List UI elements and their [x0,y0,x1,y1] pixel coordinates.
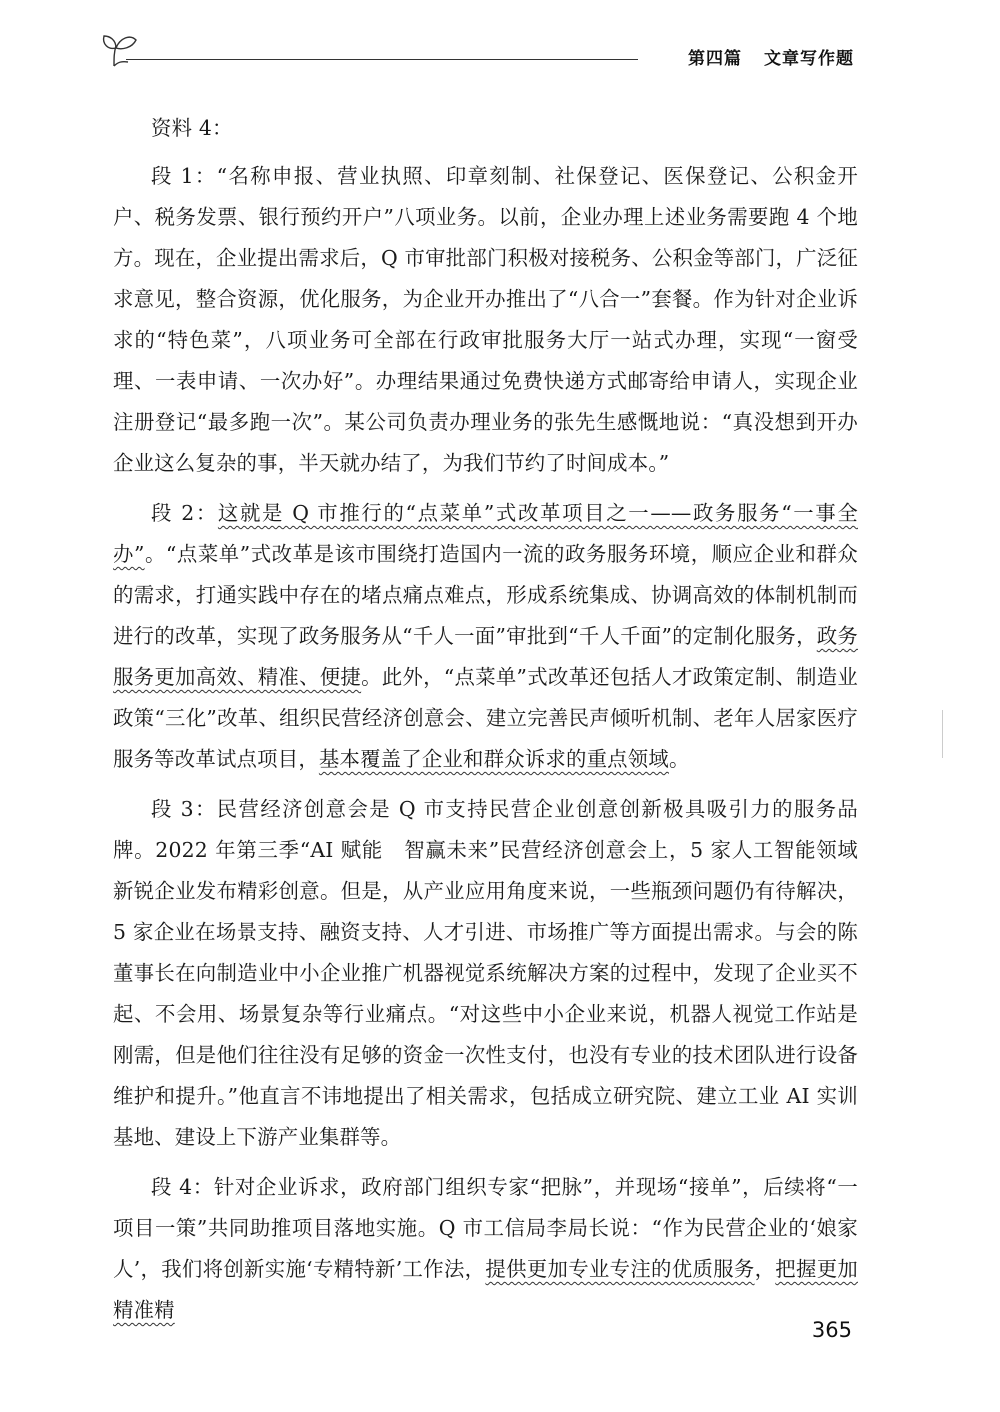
underlined-phrase: 基本覆盖了企业和群众诉求的重点领域 [318,747,669,771]
header-rule [126,59,638,60]
page-header [100,28,860,72]
page-number: 365 [811,1318,852,1342]
underlined-phrase: 政务服务更加高效、精准、便捷 [113,624,858,689]
sprout-icon [100,28,148,72]
underlined-phrase: 这就是 Q 市推行的“点菜单”式改革项目之一——政务服务“一事全办” [113,501,858,566]
underlined-phrase: 提供更加专业专注的优质服务 [485,1257,755,1281]
paragraph-4-text: ， [754,1257,776,1281]
paragraph-2 [113,493,858,780]
paragraph-2-text: 。此外，“点菜单”式改革还包括人才政策定制、制造业政策“三化”改革、组织民营经济创意会、建立完善民声倾听机制、老年人居家医疗服务等改革试点项目， [113,665,858,771]
paragraph-2-text: 。“点菜单”式改革是该市围绕打造国内一流的政务服务环境，顺应企业和群众的需求，打通实践中存在的堵点痛点难点，形成系统集成、协调高效的体制机制而进行的改革，实现了政务服务从“千人一面”审批到“千人千面”的定制化服务， [113,542,858,648]
header-section: 文章写作题 [764,49,854,69]
header-part: 第四篇 [688,49,742,69]
paragraph-3: 段 3：民营经济创意会是 Q 市支持民营企业创意创新极具吸引力的服务品牌。2022 年第三季“AI 赋能 智赢未来”民营经济创意会上，5 家人工智能领域新锐企业发布精彩创意。但是，从产业应用角度来说，一些瓶颈问题仍有待解决，5 家企业在场景支持、融资支持、人才引进、市场推广等方面提出需求。与会的陈董事长在向制造业中小企业推广机器视觉系统解决方案的过程中，发现了企业买不起、不会用、场景复杂等行业痛点。“对这些中小企业来说，机器人视觉工作站是刚需，但是他们往往没有足够的资金一次性支付，也没有专业的技术团队进行设备维护和提升。”他直言不讳地提出了相关需求，包括成立研究院、建立工业 AI 实训基地、建设上下游产业集群等。 [113,797,858,1149]
page-content [113,108,858,1340]
margin-mark [942,710,943,758]
underlined-phrase: 把握更加精准精 [113,1257,858,1322]
header-title [688,44,854,69]
paragraph-4-lead: 段 4：针对企业诉求，政府部门组织专家“把脉”，并现场“接单”，后续将“一项目一策”共同助推项目落地实施。Q 市工信局李局长说：“作为民营企业的‘娘家人’，我们将创新实施‘专精特新’工作法， [113,1175,858,1281]
paragraph-2-end: 。 [668,747,690,771]
paragraph-2-lead: 段 2： [151,501,218,525]
paragraph-4 [113,1167,858,1331]
material-label: 资料 4： [151,116,233,140]
paragraph-1: 段 1：“名称申报、营业执照、印章刻制、社保登记、医保登记、公积金开户、税务发票、银行预约开户”八项业务。以前，企业办理上述业务需要跑 4 个地方。现在，企业提出需求后，Q 市审批部门积极对接税务、公积金等部门，广泛征求意见，整合资源，优化服务，为企业开办推出了“八合一”套餐。作为针对企业诉求的“特色菜”，八项业务可全部在行政审批服务大厅一站式办理，实现“一窗受理、一表申请、一次办好”。办理结果通过免费快递方式邮寄给申请人，实现企业注册登记“最多跑一次”。某公司负责办理业务的张先生感慨地说：“真没想到开办企业这么复杂的事，半天就办结了，为我们节约了时间成本。” [113,164,858,475]
